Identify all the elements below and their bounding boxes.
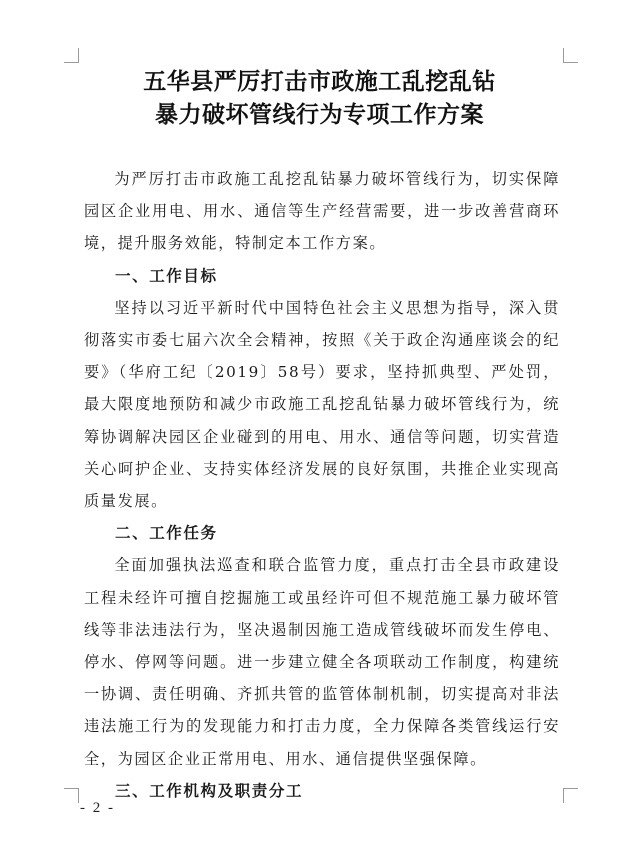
document-title-line-1: 五华县严厉打击市政施工乱挖乱钻 [143, 69, 496, 95]
section-heading-organization: 三、工作机构及职责分工 [115, 781, 304, 800]
crop-mark-bottom-left [64, 788, 79, 803]
document-body [84, 163, 560, 807]
page-number: - 2 - [80, 800, 115, 816]
document-title-line-2: 暴力破坏管线行为专项工作方案 [155, 102, 484, 128]
section-body-goals: 坚持以习近平新时代中国特色社会主义思想为指导，深入贯彻落实市委七届六次全会精神，按照《关于政企沟通座谈会的纪要》（华府工纪〔2019〕58号）要求，坚持抓典型、严处罚，最大限度地预防和减少市政施工乱挖乱钻暴力破坏管线行为，统筹协调解决园区企业碰到的用电、用水、通信等问题，切实营造关心呵护企业、支持实体经济发展的良好氛围，共推企业实现高质量发展。 [84, 298, 560, 511]
section-heading-goals: 一、工作目标 [115, 266, 218, 285]
section-heading-tasks: 二、工作任务 [115, 524, 218, 543]
section-body-tasks: 全面加强执法巡查和联合监管力度，重点打击全县市政建设工程未经许可擅自挖掘施工或虽经许可但不规范施工暴力破坏管线等非法违法行为，坚决遏制因施工造成管线破坏而发生停电、停水、停网等问题。进一步建立健全各项联动工作制度，构建统一协调、责任明确、齐抓共管的监管体制机制，切实提高对非法违法施工行为的发现能力和打击力度，全力保障各类管线运行安全，为园区企业正常用电、用水、通信提供坚强保障。 [84, 556, 560, 768]
crop-mark-top-left [64, 48, 79, 63]
intro-paragraph: 为严厉打击市政施工乱挖乱钻暴力破坏管线行为，切实保障园区企业用电、用水、通信等生产经营需要，进一步改善营商环境，提升服务效能，特制定本工作方案。 [84, 170, 560, 253]
crop-mark-top-right [563, 48, 578, 63]
crop-mark-bottom-right [563, 788, 578, 803]
